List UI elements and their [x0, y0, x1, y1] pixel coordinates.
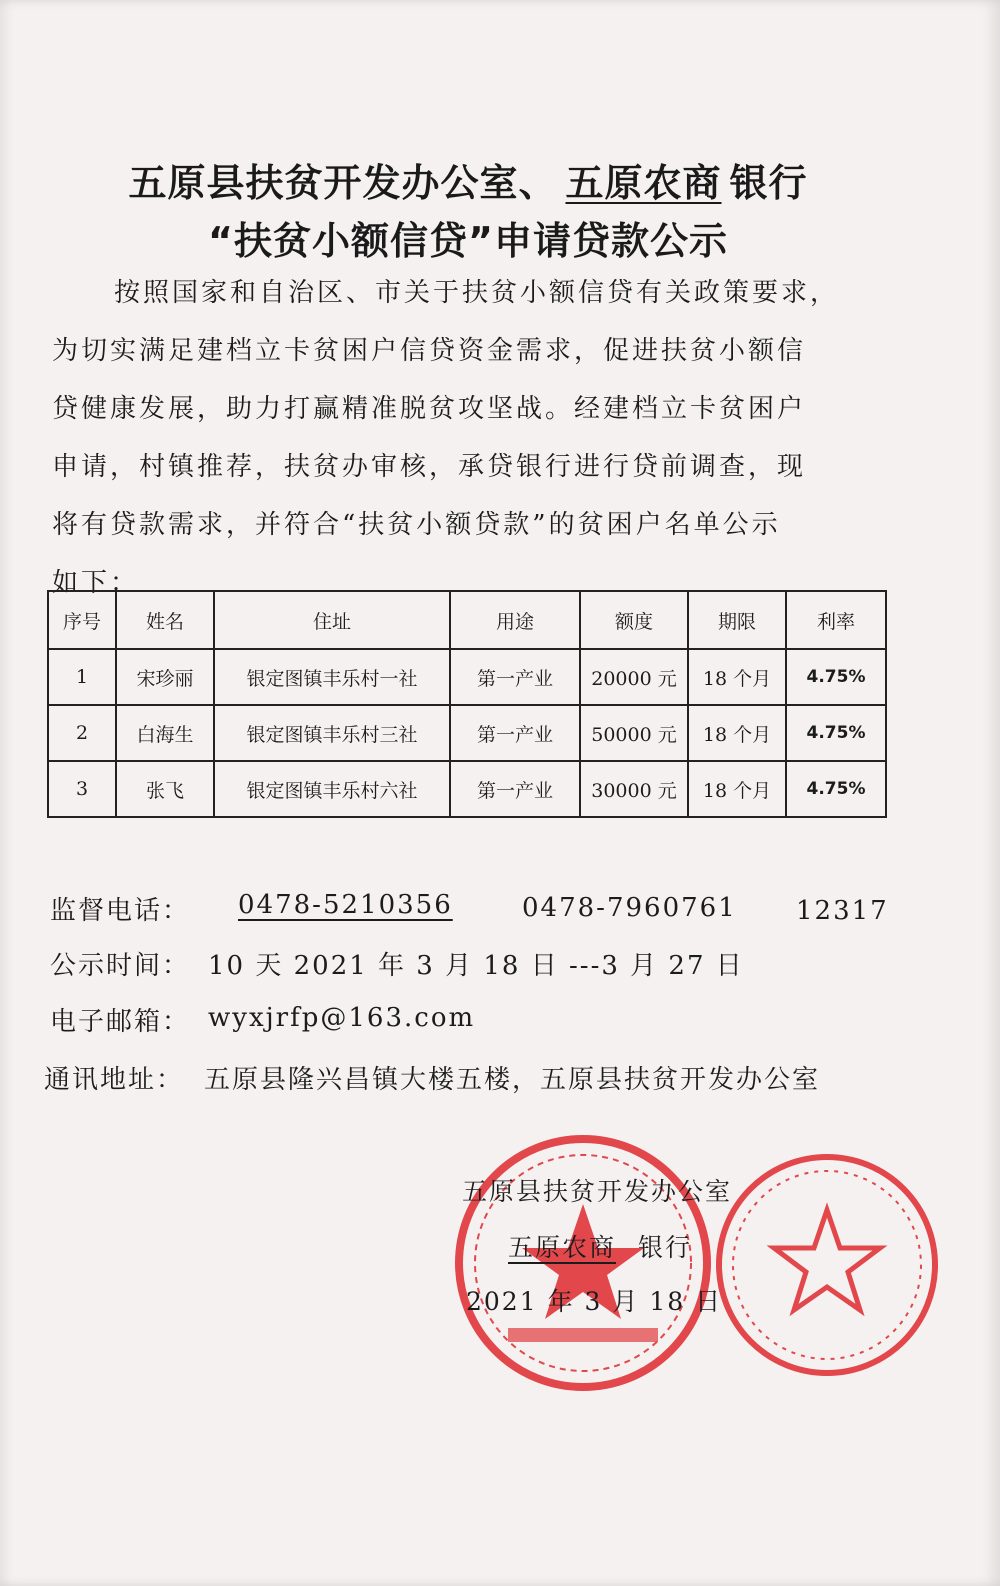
poverty-office-seal-stamp [712, 1150, 942, 1380]
phone-1-text: 0478-5210356 [238, 890, 453, 920]
body-line: 按照国家和自治区、市关于扶贫小额信贷有关政策要求， [114, 278, 840, 308]
table-row [48, 705, 886, 761]
address-label: 通讯地址： [44, 1065, 185, 1095]
table-header-row [48, 591, 886, 649]
cell-rate: 4.75% [786, 649, 886, 705]
signature-bank-name: 五原农商 [508, 1233, 617, 1262]
title-prefix: 五原县扶贫开发办公室、 [128, 161, 558, 205]
period-label: 公示时间： [50, 951, 191, 981]
body-line: 将有贷款需求，并符合“扶贫小额贷款”的贫困户名单公示 [52, 510, 781, 540]
cell-term: 18 个月 [688, 761, 786, 817]
cell-purpose: 第一产业 [450, 649, 580, 705]
cell-index: 1 [48, 649, 116, 705]
page-title-line-1 [0, 152, 968, 207]
cell-address: 银定图镇丰乐村一社 [214, 649, 450, 705]
table-row [48, 649, 886, 705]
cell-rate: 4.75% [786, 761, 886, 817]
address-value: 五原县隆兴昌镇大楼五楼，五原县扶贫开发办公室 [204, 1065, 821, 1095]
phone-number-3: 12317 [796, 896, 889, 926]
email-label: 电子邮箱： [50, 1007, 191, 1037]
cell-name: 宋珍丽 [116, 649, 214, 705]
cell-purpose: 第一产业 [450, 705, 580, 761]
body-line: 为切实满足建档立卡贫困户信贷资金需求，促进扶贫小额信 [52, 336, 807, 366]
cell-index: 3 [48, 761, 116, 817]
header-term: 期限 [688, 591, 786, 649]
loan-table [47, 590, 887, 818]
cell-rate: 4.75% [786, 705, 886, 761]
phone-number-2: 0478-7960761 [522, 893, 737, 923]
signature-bank-suffix: 银行 [638, 1233, 693, 1262]
phone-label: 监督电话： [50, 896, 191, 926]
cell-term: 18 个月 [688, 705, 786, 761]
table-row [48, 761, 886, 817]
page-title-line-2: “扶贫小额信贷”申请贷款公示 [208, 219, 728, 263]
body-line: 如下： [52, 568, 140, 598]
header-address: 住址 [214, 591, 450, 649]
body-paragraph [52, 264, 882, 612]
signature-bank [470, 1228, 692, 1264]
header-amount: 额度 [580, 591, 688, 649]
period-value: 10 天 2021 年 3 月 18 日 ---3 月 27 日 [208, 951, 744, 981]
header-name: 姓名 [116, 591, 214, 649]
email-value: wyxjrfp@163.com [208, 1003, 476, 1033]
cell-name: 白海生 [116, 705, 214, 761]
cell-address: 银定图镇丰乐村六社 [214, 761, 450, 817]
cell-amount: 30000 元 [580, 761, 688, 817]
body-line: 申请，村镇推荐，扶贫办审核，承贷银行进行贷前调查，现 [52, 452, 807, 482]
title-bank-name: 五原农商 [565, 161, 722, 205]
cell-purpose: 第一产业 [450, 761, 580, 817]
body-line: 贷健康发展，助力打赢精准脱贫攻坚战。经建档立卡贫困户 [52, 394, 807, 424]
cell-amount: 20000 元 [580, 649, 688, 705]
signature-org: 五原县扶贫开发办公室 [462, 1177, 733, 1206]
cell-address: 银定图镇丰乐村三社 [214, 705, 450, 761]
cell-term: 18 个月 [688, 649, 786, 705]
cell-name: 张飞 [116, 761, 214, 817]
cell-amount: 50000 元 [580, 705, 688, 761]
header-index: 序号 [48, 591, 116, 649]
cell-index: 2 [48, 705, 116, 761]
header-purpose: 用途 [450, 591, 580, 649]
title-suffix: 银行 [729, 161, 808, 205]
phone-number-1 [238, 890, 453, 920]
header-rate: 利率 [786, 591, 886, 649]
signature-date: 2021 年 3 月 18 日 [466, 1287, 723, 1316]
